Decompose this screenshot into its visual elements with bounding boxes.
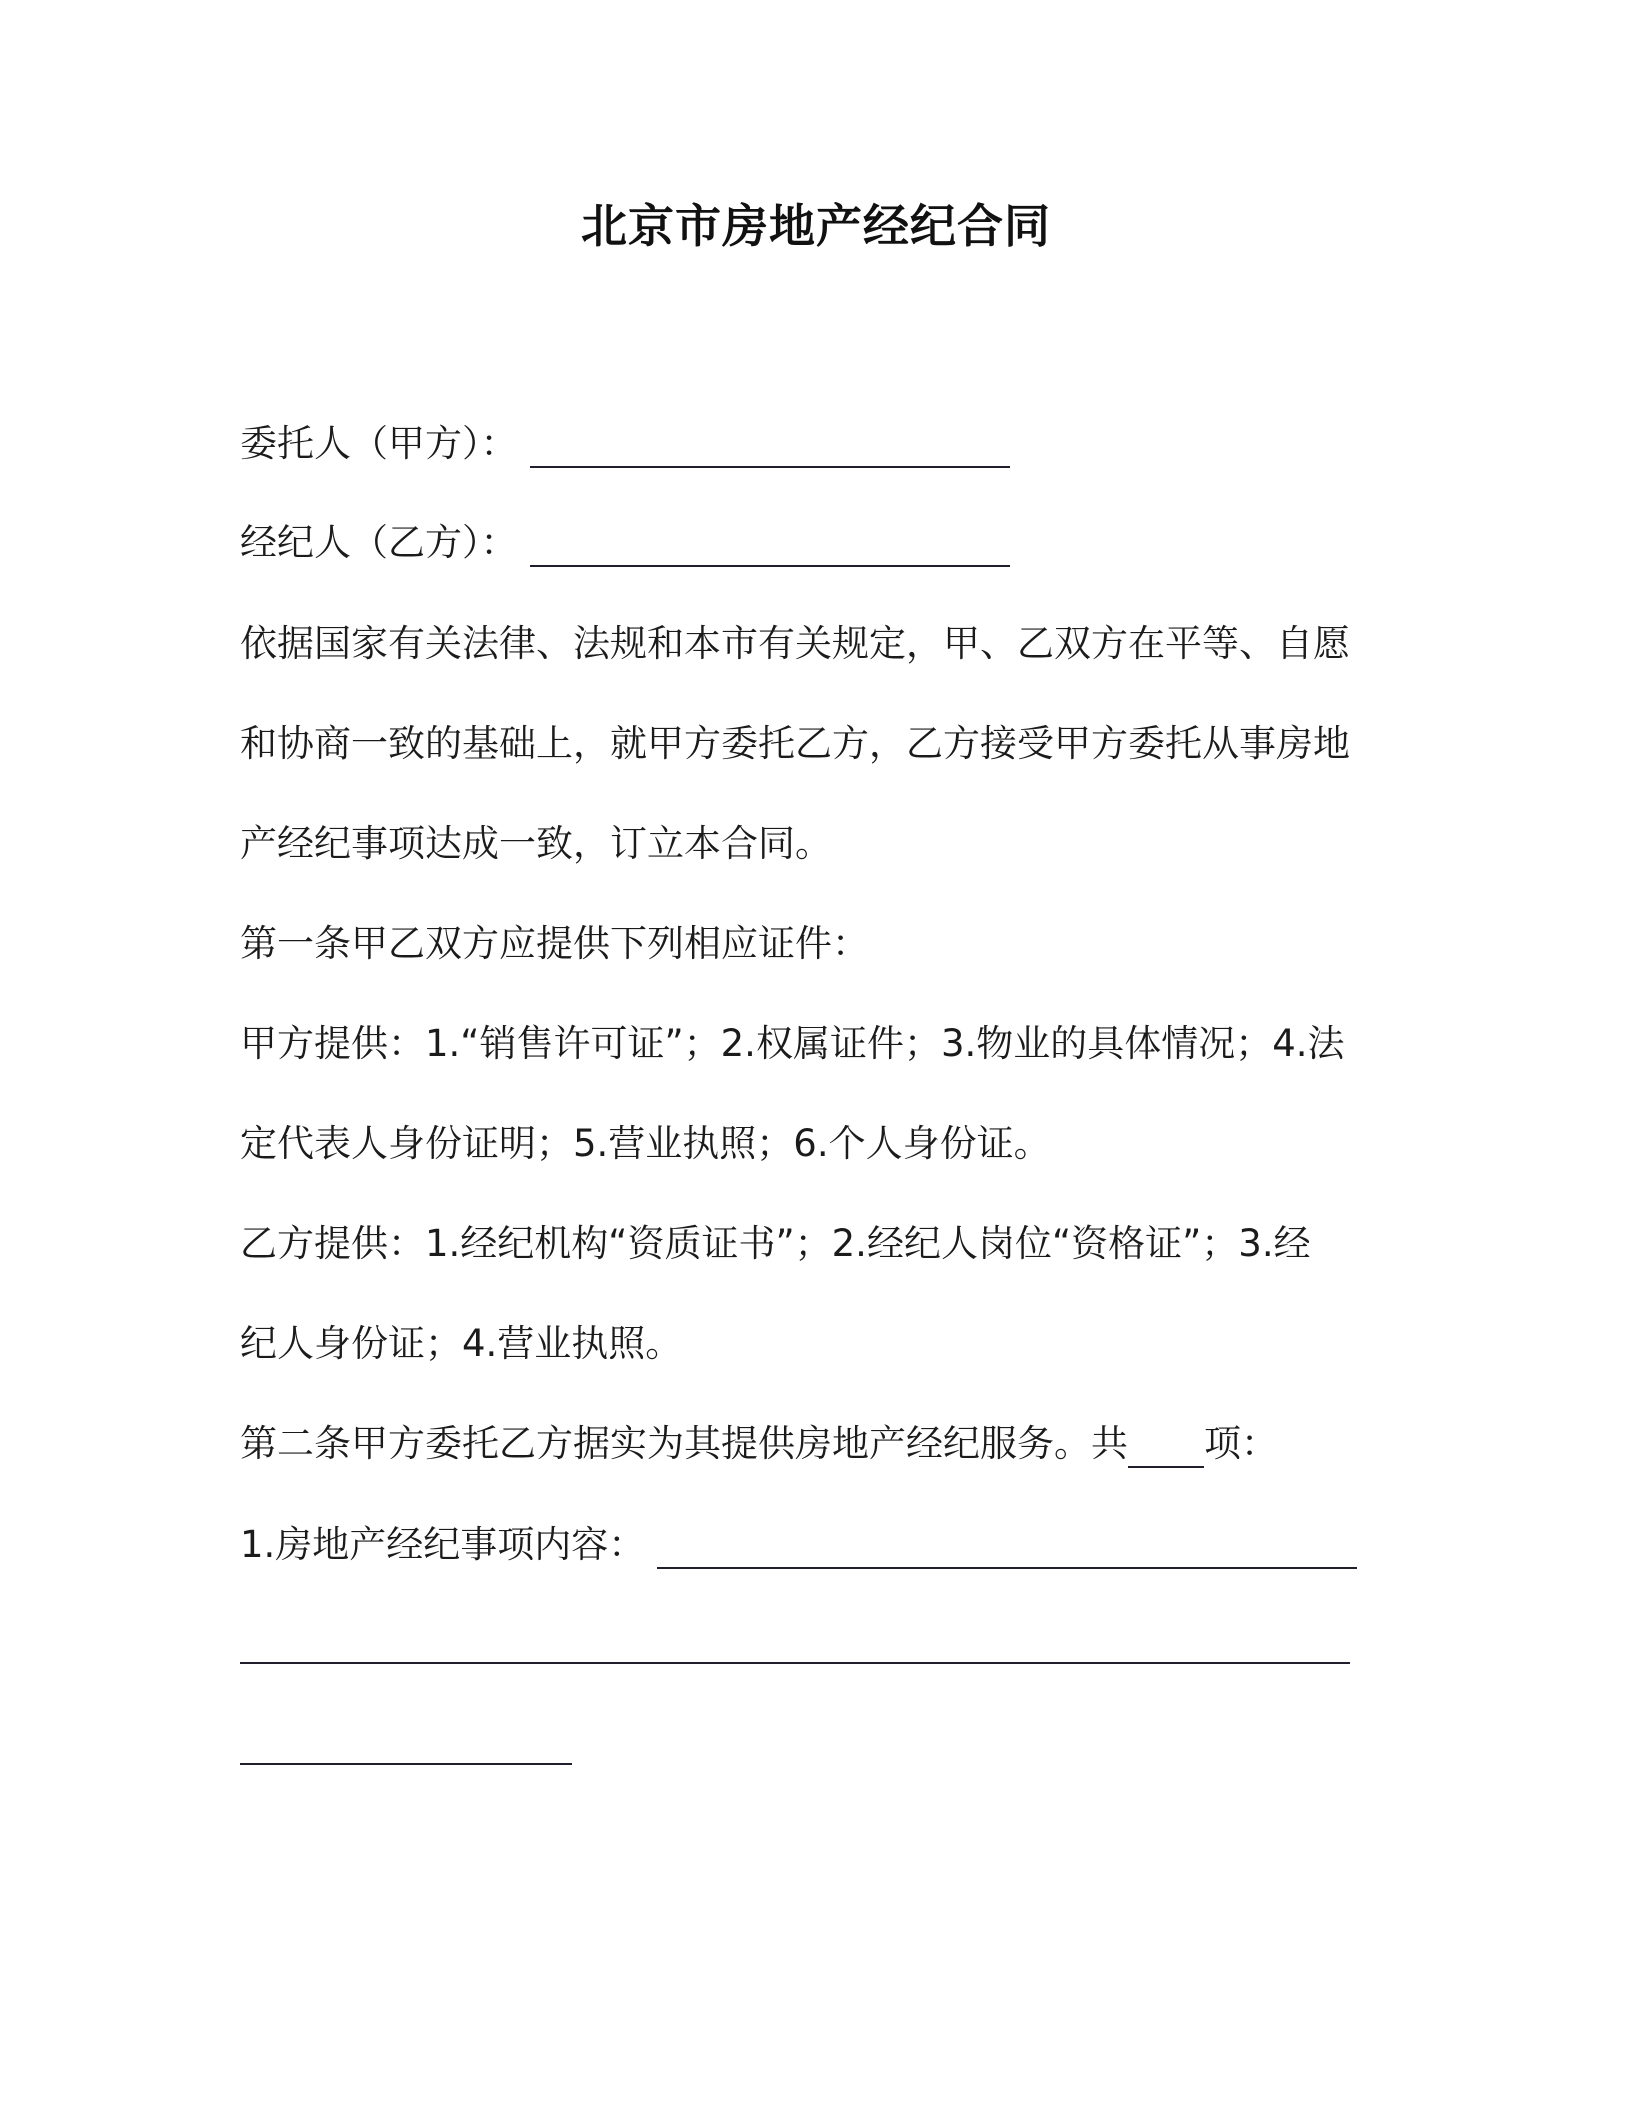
article2-text: 第二条甲方委托乙方据实为其提供房地产经纪服务。共 [240, 1422, 1128, 1465]
party-b-row [240, 519, 1010, 567]
preamble-line-1: 依据国家有关法律、法规和本市有关规定，甲、乙双方在平等、自愿 [240, 622, 1350, 665]
article1-party-b-line-2: 纪人身份证；4.营业执照。 [240, 1322, 683, 1365]
article1-party-b-line-1: 乙方提供：1.经纪机构“资质证书”；2.经纪人岗位“资格证”；3.经 [240, 1222, 1311, 1265]
item1-blank [657, 1527, 1357, 1569]
article1-party-a-line-1: 甲方提供：1.“销售许可证”；2.权属证件；3.物业的具体情况；4.法 [240, 1022, 1345, 1065]
preamble-line-3: 产经纪事项达成一致，订立本合同。 [240, 822, 832, 865]
article1-heading: 第一条甲乙双方应提供下列相应证件： [240, 922, 869, 965]
article2-count-blank [1128, 1426, 1204, 1468]
party-b-label: 经纪人（乙方）： [240, 521, 518, 564]
preamble-line-2: 和协商一致的基础上，就甲方委托乙方，乙方接受甲方委托从事房地 [240, 722, 1350, 765]
party-a-row [240, 420, 1010, 468]
article2-suffix: 项： [1204, 1422, 1278, 1465]
document-title: 北京市房地产经纪合同 [581, 199, 1051, 253]
item1-label: 1.房地产经纪事项内容： [240, 1523, 646, 1566]
article2-row [240, 1420, 1278, 1468]
party-b-blank [530, 525, 1010, 567]
item1-row [240, 1521, 1357, 1569]
fill-in-line-2 [240, 1763, 572, 1765]
party-a-blank [530, 426, 1010, 468]
fill-in-line-1 [240, 1662, 1350, 1664]
party-a-label: 委托人（甲方）： [240, 422, 518, 465]
article1-party-a-line-2: 定代表人身份证明；5.营业执照；6.个人身份证。 [240, 1122, 1051, 1165]
